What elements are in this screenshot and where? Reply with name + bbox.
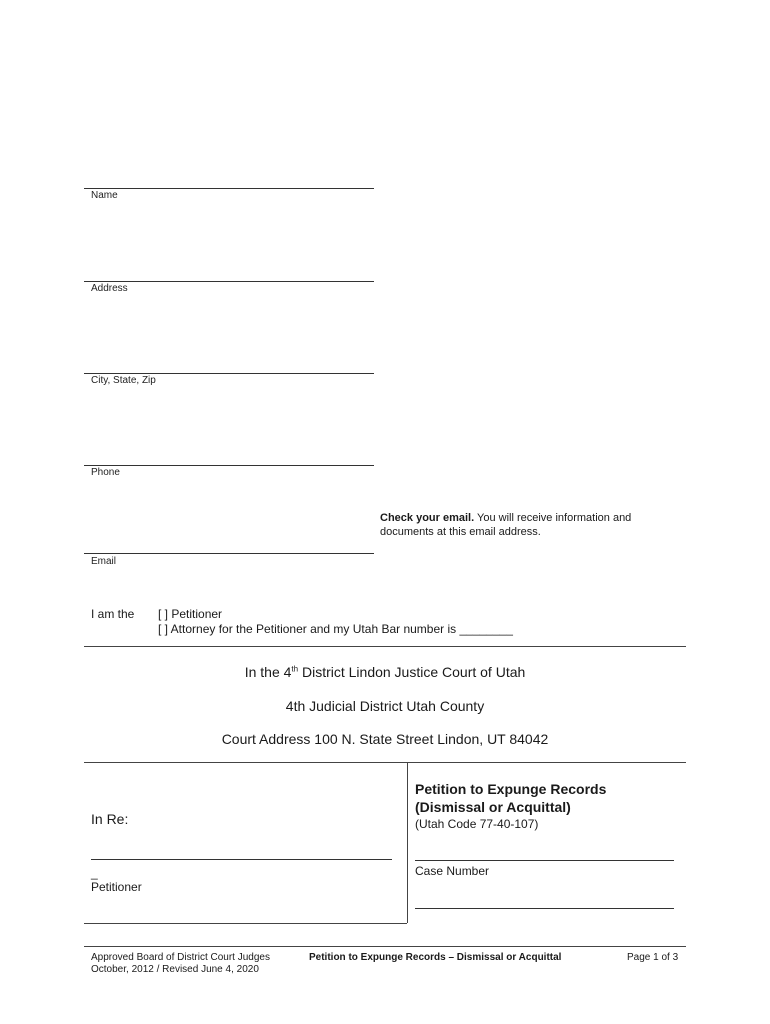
city-state-zip-label: City, State, Zip bbox=[91, 375, 156, 386]
footer-divider bbox=[84, 946, 686, 947]
email-note-bold: Check your email. bbox=[380, 512, 475, 524]
in-re-label: In Re: bbox=[91, 811, 129, 827]
phone-line[interactable] bbox=[84, 465, 374, 466]
caption-bottom-border bbox=[84, 923, 407, 924]
name-line[interactable] bbox=[84, 188, 374, 189]
attorney-checkbox[interactable]: [ ] Attorney for the Petitioner and my Utah Bar number is ________ bbox=[158, 622, 513, 636]
petition-title: Petition to Expunge Records (Dismissal or Acquittal) bbox=[415, 781, 607, 815]
city-state-zip-line[interactable] bbox=[84, 373, 374, 374]
court-name: In the 4th District Lindon Justice Court of Utah bbox=[244, 664, 526, 680]
footer-approval: Approved Board of District Court Judges October, 2012 / Revised June 4, 2020 bbox=[91, 952, 270, 975]
petitioner-underscore: _ bbox=[91, 866, 98, 880]
caption-top-border bbox=[84, 762, 686, 763]
role-label: I am the bbox=[91, 607, 135, 621]
email-note-line1: You will receive information and bbox=[474, 512, 632, 524]
case-number-top-line[interactable] bbox=[415, 860, 674, 861]
caption-divider bbox=[407, 762, 408, 923]
utah-code: (Utah Code 77-40-107) bbox=[415, 817, 539, 831]
page-number: Page 1 of 3 bbox=[627, 952, 679, 963]
court-address: Court Address 100 N. State Street Lindon, UT 84042 bbox=[221, 731, 549, 747]
petitioner-name-line[interactable] bbox=[91, 859, 392, 860]
email-note bbox=[380, 511, 680, 539]
court-district: 4th Judicial District Utah County bbox=[285, 698, 485, 714]
phone-label: Phone bbox=[91, 467, 120, 478]
petitioner-label: Petitioner bbox=[91, 880, 142, 894]
name-label: Name bbox=[91, 190, 118, 201]
case-number-line[interactable] bbox=[415, 908, 674, 909]
email-line[interactable] bbox=[84, 553, 374, 554]
divider-top bbox=[84, 646, 686, 647]
footer-title: Petition to Expunge Records – Dismissal or Acquittal bbox=[309, 952, 562, 963]
case-number-label: Case Number bbox=[415, 864, 490, 878]
email-label: Email bbox=[91, 556, 117, 567]
address-label: Address bbox=[91, 283, 128, 294]
petitioner-checkbox[interactable]: [ ] Petitioner bbox=[158, 607, 223, 621]
address-line[interactable] bbox=[84, 281, 374, 282]
email-note-line2: documents at this email address. bbox=[380, 526, 541, 538]
